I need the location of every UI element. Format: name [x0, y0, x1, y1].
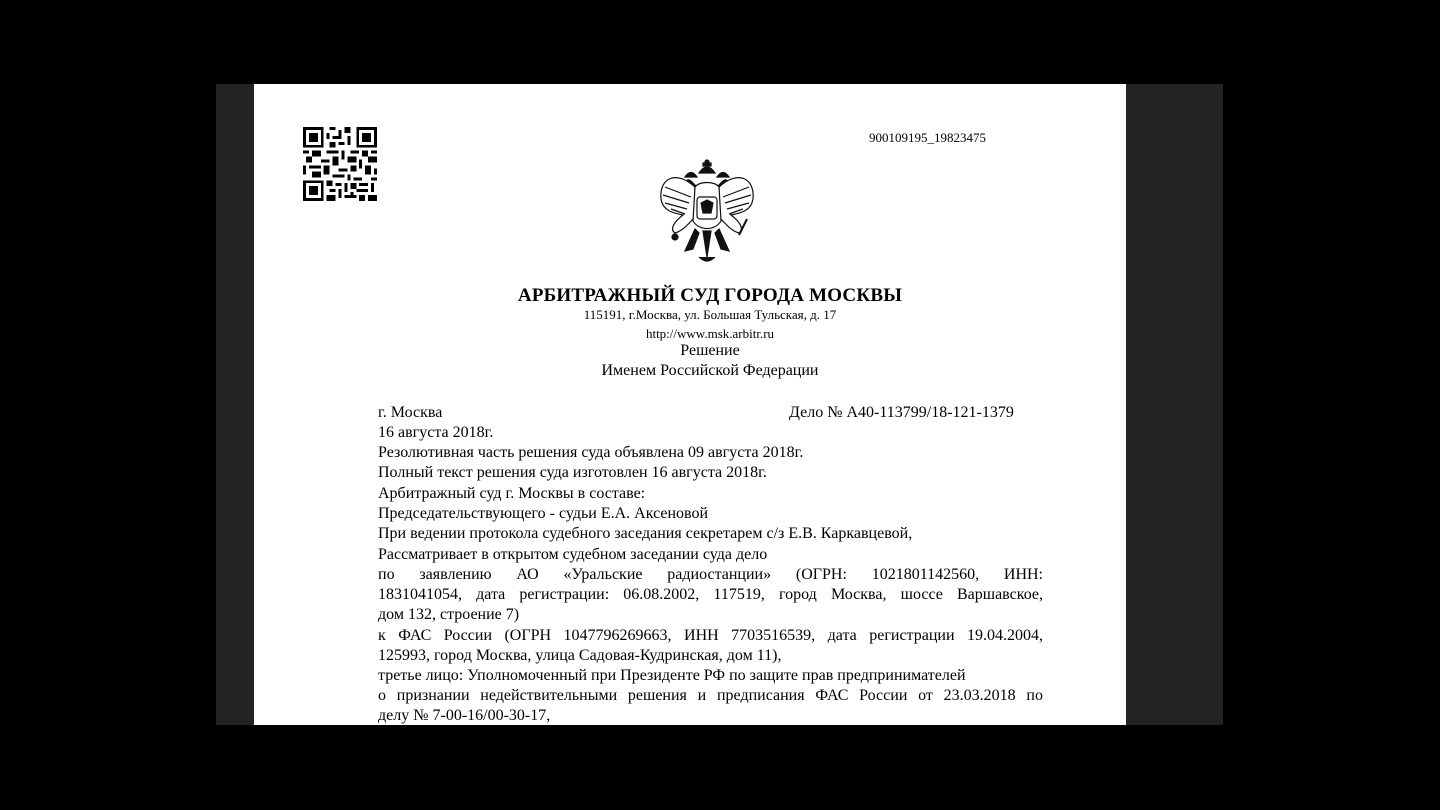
- court-name: АРБИТРАЖНЫЙ СУД ГОРОДА МОСКВЫ: [517, 285, 903, 306]
- body-line: 125993, город Москва, улица Садовая-Кудринская, дом 11),: [378, 647, 782, 664]
- court-address: 115191, г.Москва, ул. Большая Тульская, д. 17: [583, 307, 837, 322]
- document-id: 900109195_19823475: [869, 130, 986, 145]
- body-line: Полный текст решения суда изготовлен 16 августа 2018г.: [378, 464, 767, 481]
- decision-subtitle: Именем Российской Федерации: [601, 362, 819, 379]
- body-line: Арбитражный суд г. Москвы в составе:: [378, 485, 646, 502]
- body-line: Рассматривает в открытом судебном заседании суда дело: [378, 546, 768, 563]
- decision-title: Решение: [680, 342, 740, 359]
- document-page: [254, 84, 1126, 725]
- body-line: дом 132, строение 7): [378, 606, 520, 623]
- body-line: 16 августа 2018г.: [378, 424, 494, 441]
- qr-code: [303, 127, 377, 201]
- case-number: Дело № А40-113799/18-121-1379: [789, 404, 1014, 421]
- body-line: к ФАС России (ОГРН 1047796269663, ИНН 7703516539, дата регистрации 19.04.2004,: [378, 627, 1043, 644]
- body-line: делу № 7-00-16/00-30-17,: [378, 707, 551, 724]
- document-viewer[interactable]: [216, 84, 1223, 725]
- body-line: третье лицо: Уполномоченный при Президенте РФ по защите прав предпринимателей: [378, 667, 966, 684]
- city: г. Москва: [378, 404, 443, 421]
- body-line: 1831041054, дата регистрации: 06.08.2002, 117519, город Москва, шоссе Варшавское,: [378, 586, 1043, 603]
- body-line: Председательствующего - судьи Е.А. Аксеновой: [378, 505, 709, 522]
- body-line: по заявлению АО «Уральские радиостанции» (ОГРН: 1021801142560, ИНН:: [378, 566, 1043, 583]
- body-line: о признании недействительными решения и предписания ФАС России от 23.03.2018 по: [378, 687, 1043, 704]
- body-line: При ведении протокола судебного заседания секретарем с/з Е.В. Каркавцевой,: [378, 525, 913, 542]
- court-website[interactable]: http://www.msk.arbitr.ru: [645, 326, 775, 341]
- coat-of-arms-emblem: [655, 159, 759, 269]
- body-line: Резолютивная часть решения суда объявлена 09 августа 2018г.: [378, 444, 804, 461]
